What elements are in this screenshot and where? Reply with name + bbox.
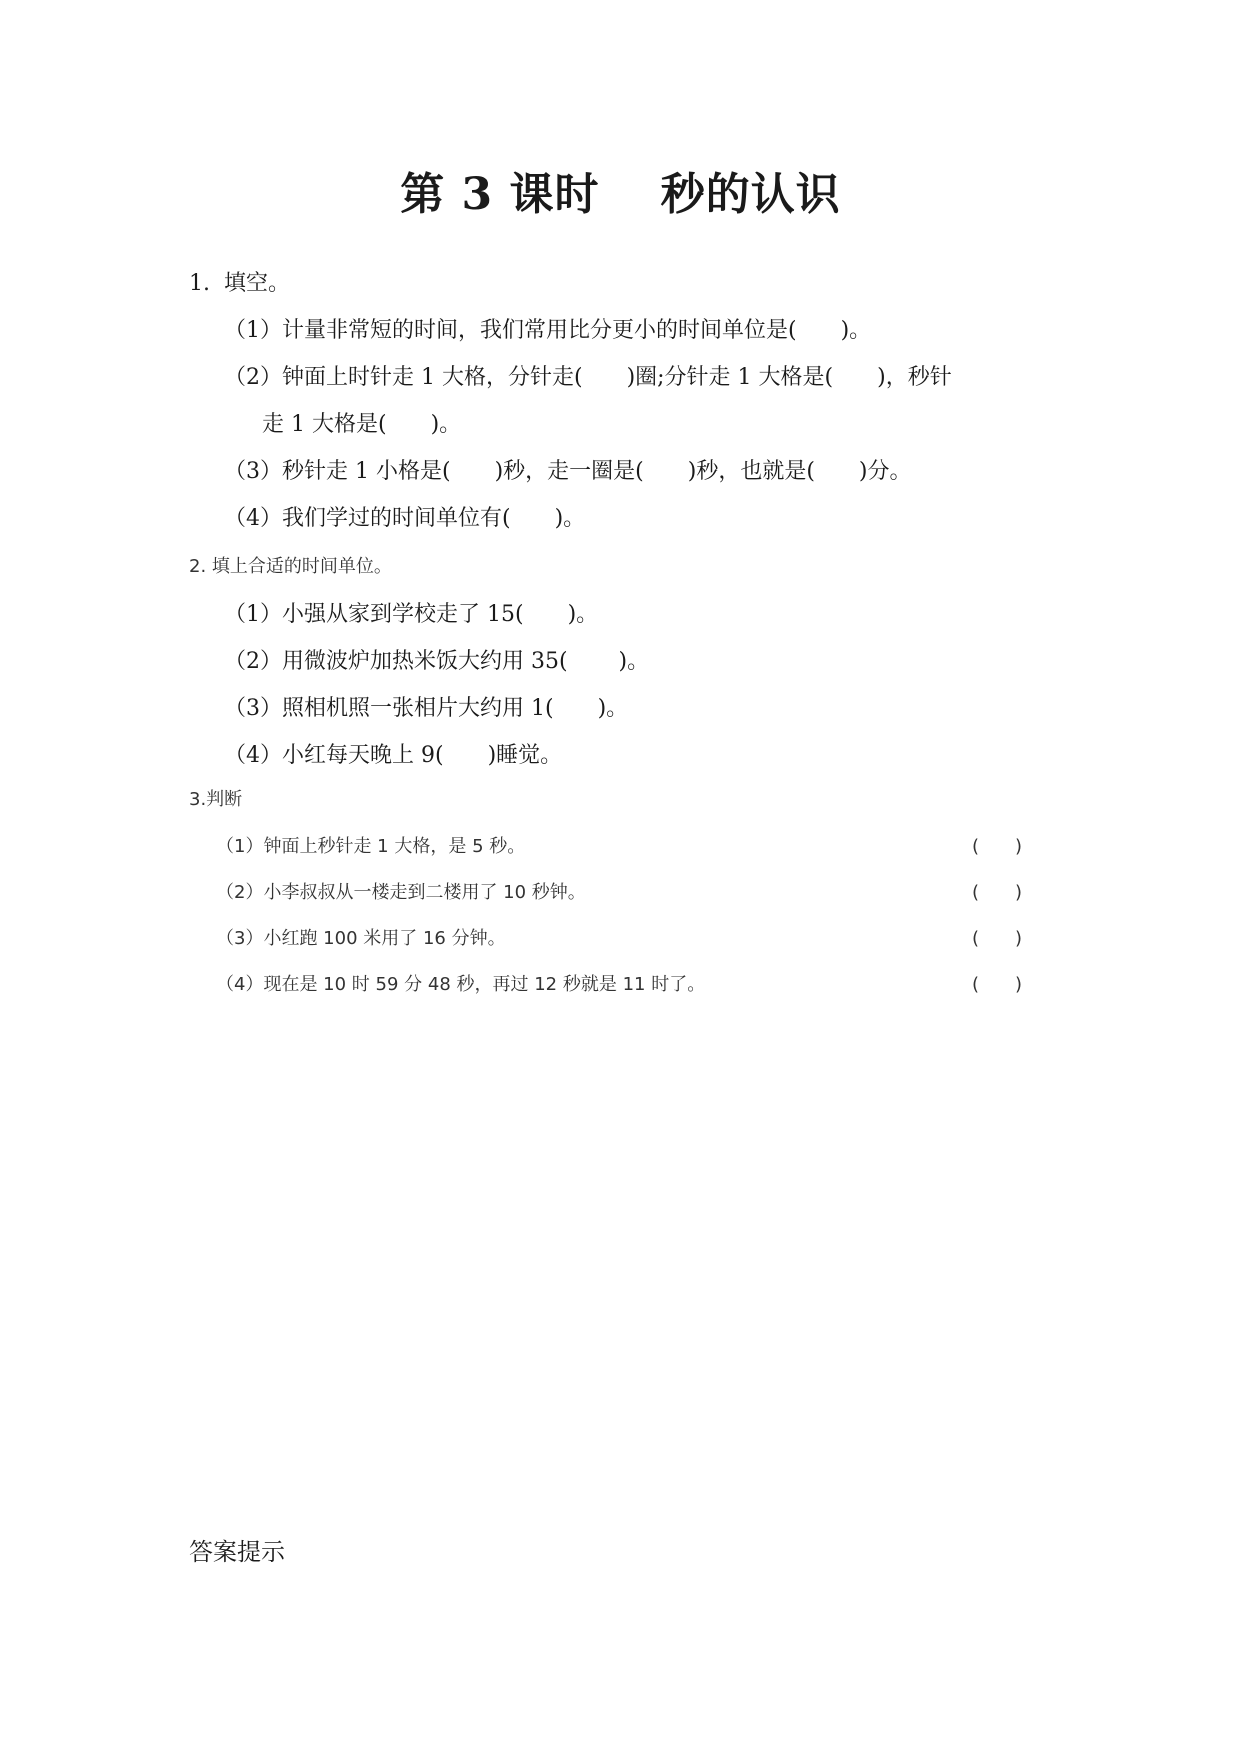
judge-item-4: （4）现在是 10 时 59 分 48 秒，再过 12 秒就是 11 时了。 (216, 974, 706, 995)
judge-answer-blank-3[interactable]: ( ) (972, 928, 1023, 949)
section-1-item-1: （1）计量非常短的时间，我们常用比分更小的时间单位是( )。 (224, 318, 872, 343)
judge-answer-blank-4[interactable]: ( ) (972, 974, 1023, 995)
section-2-item-1: （1）小强从家到学校走了 15( )。 (224, 602, 599, 627)
section-3-heading: 3.判断 (189, 789, 243, 810)
judge-item-2: （2）小李叔叔从一楼走到二楼用了 10 秒钟。 (216, 882, 586, 903)
section-2-item-2: （2）用微波炉加热米饭大约用 35( )。 (224, 649, 650, 674)
judge-item-3: （3）小红跑 100 米用了 16 分钟。 (216, 928, 506, 949)
judge-answer-blank-2[interactable]: ( ) (972, 882, 1023, 903)
section-1-item-2: （2）钟面上时针走 1 大格，分针走( )圈;分针走 1 大格是( )，秒针 (224, 365, 952, 390)
judge-answer-blank-1[interactable]: ( ) (972, 836, 1023, 857)
section-2-item-3: （3）照相机照一张相片大约用 1( )。 (224, 696, 629, 721)
section-1-item-3: （3）秒针走 1 小格是( )秒，走一圈是( )秒，也就是( )分。 (224, 459, 912, 484)
section-1-heading: 1. 填空。 (189, 271, 290, 296)
judge-item-1: （1）钟面上秒针走 1 大格，是 5 秒。 (216, 836, 526, 857)
section-1-item-4: （4）我们学过的时间单位有( )。 (224, 506, 586, 531)
page-title: 第 3 课时 秒的认识 (400, 169, 841, 220)
section-2-item-4: （4）小红每天晚上 9( )睡觉。 (224, 743, 563, 768)
answer-hint-heading: 答案提示 (189, 1538, 285, 1566)
section-1-item-2-continued: 走 1 大格是( )。 (262, 412, 462, 437)
section-2-heading: 2. 填上合适的时间单位。 (189, 556, 392, 577)
